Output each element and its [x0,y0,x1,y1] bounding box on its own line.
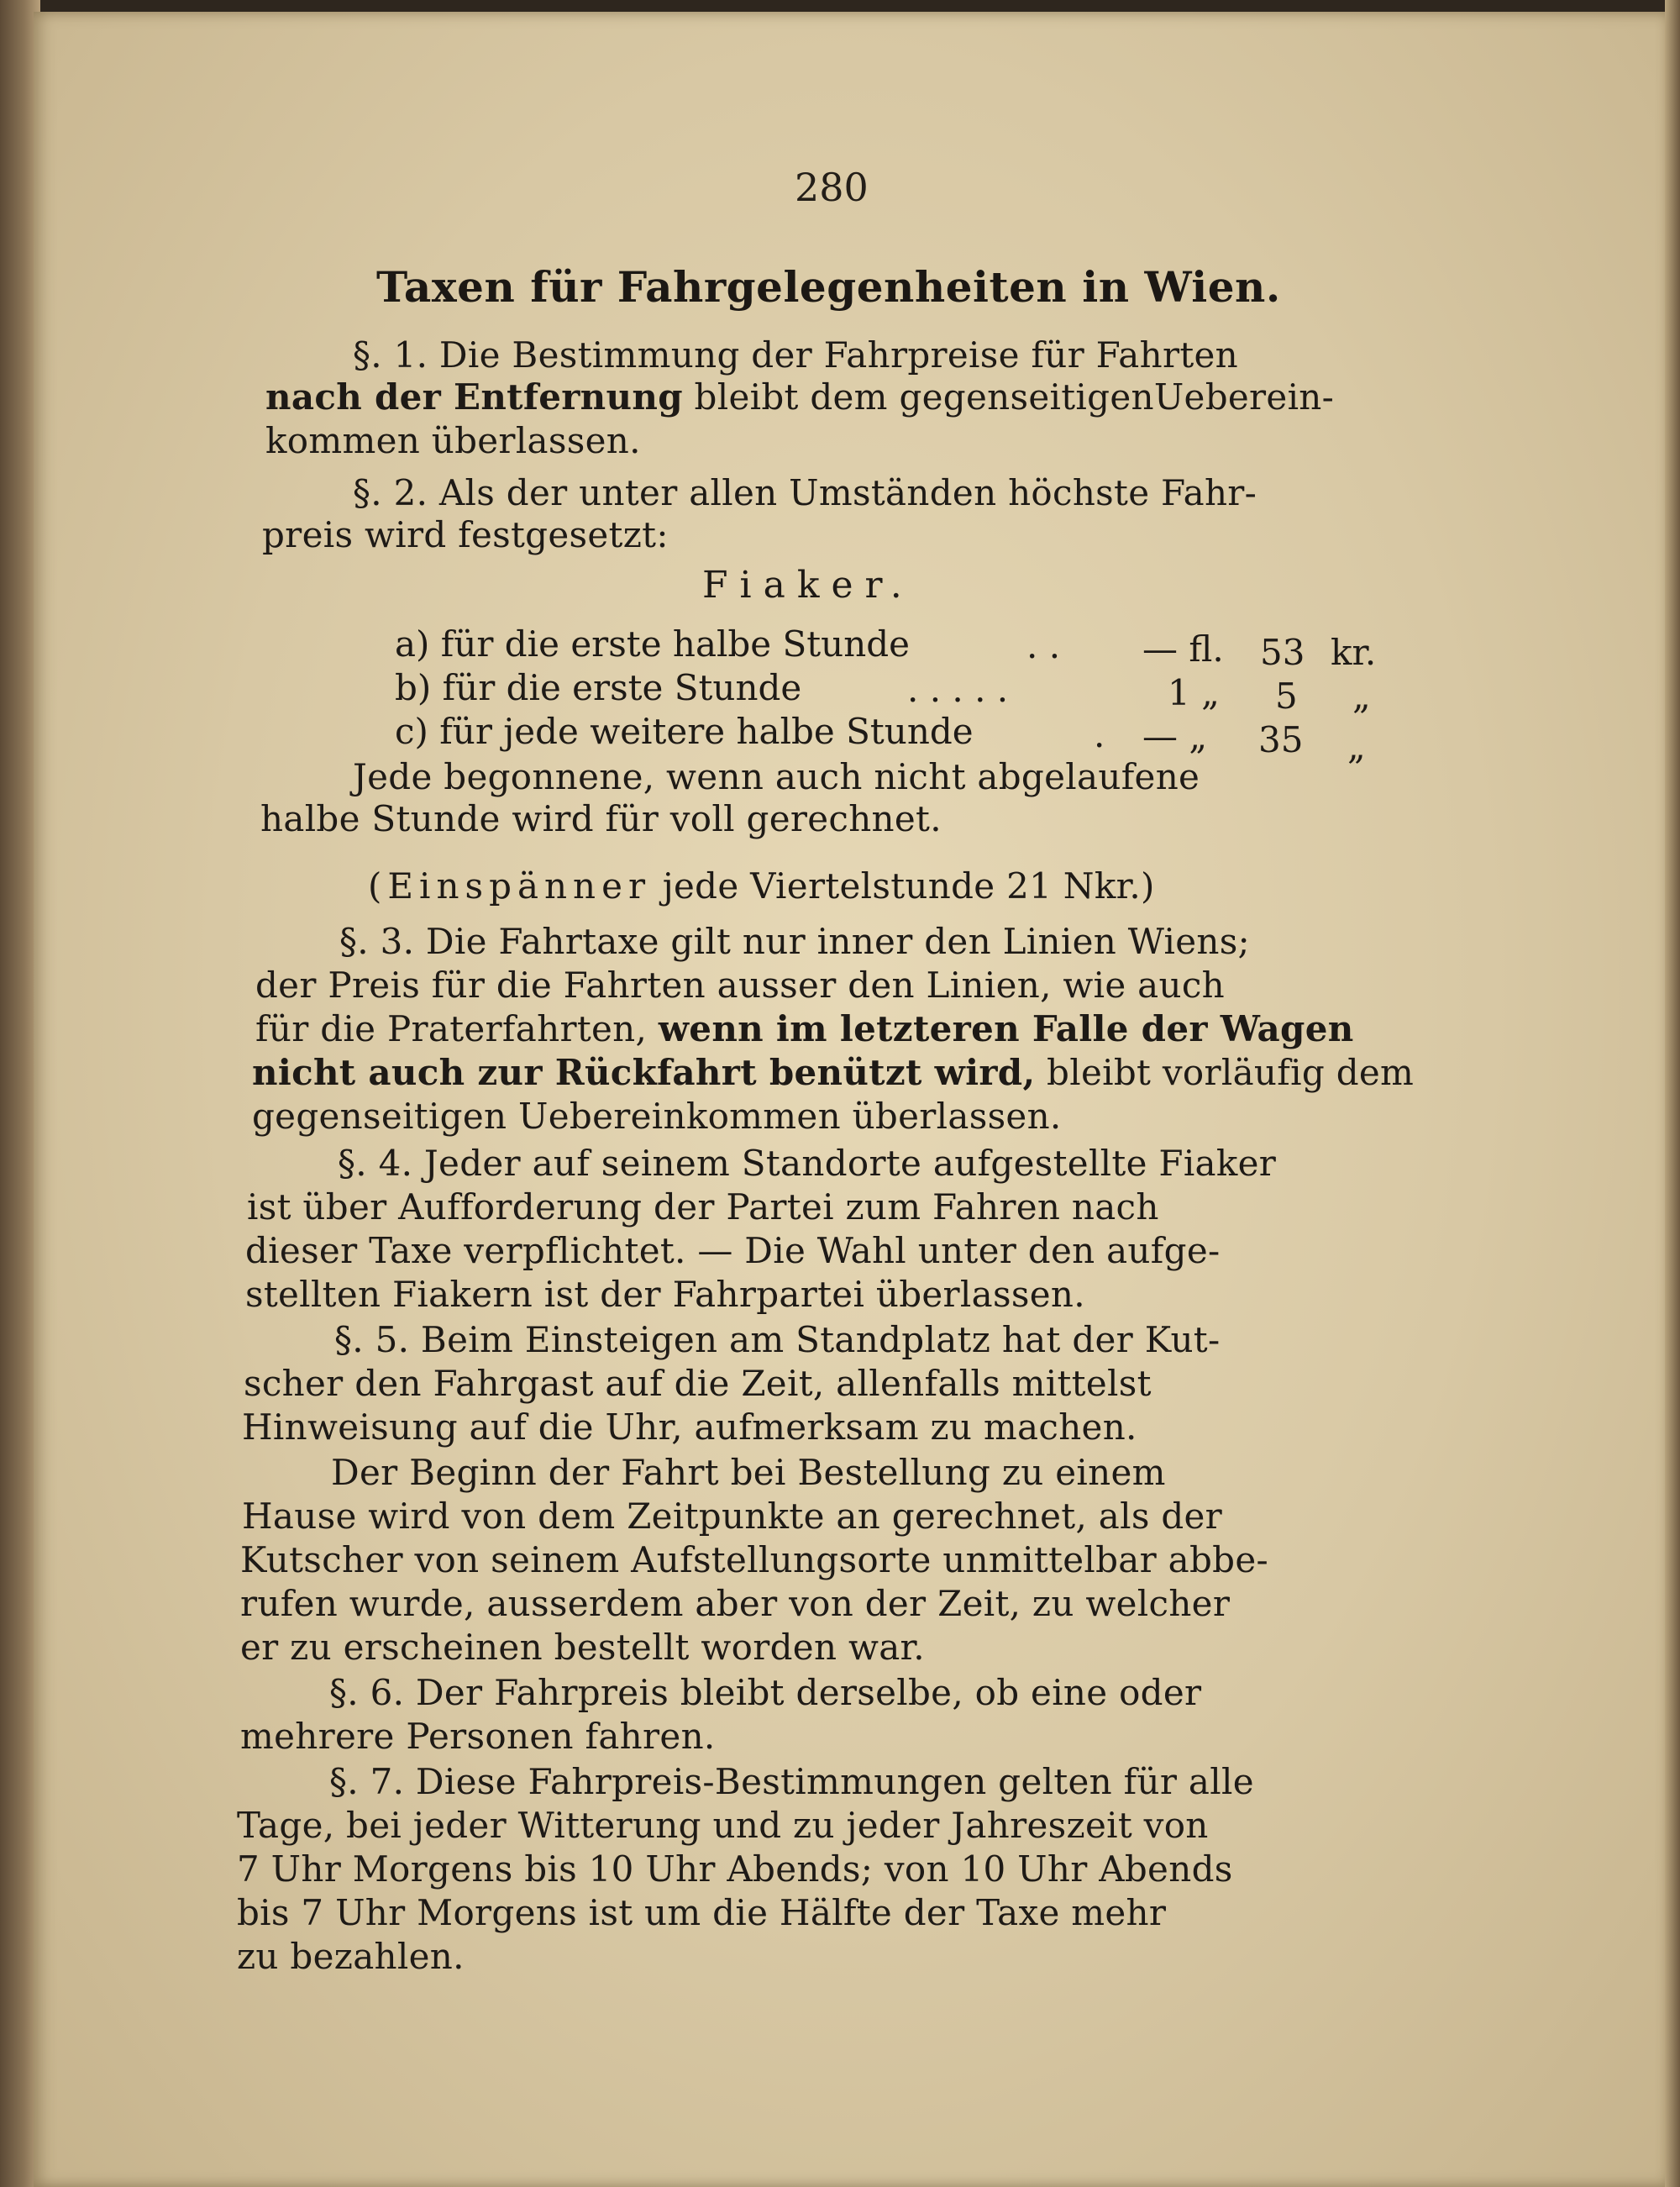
section-1-bold-text: nach der Entfernung [265,376,683,418]
tariff-row-c [395,711,974,752]
section-3-line-3-bold: wenn im letzteren Falle der Wagen [658,1008,1354,1049]
section-5-line-2: scher den Fahrgast auf die Zeit, allenfalls mittelst [244,1363,1152,1404]
section-2-note-1: Jede begonnene, wenn auch nicht abgelaufene [353,756,1200,797]
section-7-line-4: bis 7 Uhr Morgens ist um die Hälfte der Taxe mehr [237,1892,1167,1933]
page-right-edge [1665,0,1680,2187]
tariff-row-b-fl: 1 „ [1168,672,1220,713]
section-1-line-1: §. 1. Die Bestimmung der Fahrpreise für Fahrten [353,334,1239,376]
section-3-line-4 [252,1052,1414,1094]
fiaker-heading: Fiaker. [702,564,914,607]
section-5-line-3: Hinweisung auf die Uhr, aufmerksam zu machen. [242,1406,1137,1448]
section-5-line-8: er zu erscheinen bestellt worden war. [240,1627,925,1668]
einspaenner-spaced: (Einspänner [368,865,652,907]
tariff-row-a-dots: . . [1026,625,1061,666]
section-7-line-5: zu bezahlen. [237,1936,465,1977]
tariff-row-b-label: b) für die erste Stunde [395,667,802,708]
section-5-line-1: §. 5. Beim Einsteigen am Standplatz hat der Kut- [334,1319,1221,1360]
tariff-row-a-kr: 53 [1260,632,1305,673]
tariff-row-c-kr: 35 [1258,719,1304,760]
section-1-line-3: kommen überlassen. [265,420,641,461]
section-2-line-1: §. 2. Als der unter allen Umständen höchste Fahr- [353,472,1257,513]
tariff-row-b-unit: „ [1352,676,1371,717]
tariff-row-b-dots: . . . . . [907,669,1009,710]
section-6-line-1: §. 6. Der Fahrpreis bleibt derselbe, ob eine oder [329,1672,1202,1713]
section-3-line-4-bold: nicht auch zur Rückfahrt benützt wird, [252,1052,1036,1093]
tariff-row-a [395,623,910,665]
section-3-line-4-rest: bleibt vorläufig dem [1035,1052,1415,1093]
section-3-line-3-plain: für die Praterfahrten, [255,1008,659,1049]
section-1-line-2-rest: bleibt dem gegenseitigenUeberein- [682,376,1335,418]
section-4-line-2: ist über Aufforderung der Partei zum Fahren nach [247,1186,1159,1228]
tariff-row-c-label: c) für jede weitere halbe Stunde [395,711,974,752]
section-6-line-2: mehrere Personen fahren. [240,1716,716,1757]
tariff-row-b-kr: 5 [1275,676,1298,717]
page-number: 280 [795,165,869,210]
section-5-line-5: Hause wird von dem Zeitpunkte an gerechnet, als der [242,1496,1223,1537]
page-title: Taxen für Fahrgelegenheiten in Wien. [376,262,1281,312]
einspaenner-line [368,865,1155,907]
tariff-row-a-fl: — fl. [1142,628,1224,670]
section-2-line-2: preis wird festgesetzt: [262,514,669,555]
section-7-line-2: Tage, bei jeder Witterung und zu jeder Jahreszeit von [237,1805,1209,1846]
section-5-line-7: rufen wurde, ausserdem aber von der Zeit, zu welcher [240,1583,1231,1624]
tariff-row-c-fl: — „ [1142,716,1208,757]
section-5-line-6: Kutscher von seinem Aufstellungsorte unmittelbar abbe- [240,1539,1269,1580]
section-5-line-4: Der Beginn der Fahrt bei Bestellung zu einem [331,1452,1166,1493]
section-2-note-2: halbe Stunde wird für voll gerechnet. [260,798,942,839]
section-7-line-1: §. 7. Diese Fahrpreis-Bestimmungen gelten für alle [329,1761,1254,1802]
section-1-line-2 [265,376,1334,418]
section-4-line-3: dieser Taxe verpflichtet. — Die Wahl unter den aufge- [245,1230,1221,1271]
section-4-line-1: §. 4. Jeder auf seinem Standorte aufgestellte Fiaker [338,1143,1277,1184]
tariff-row-c-unit: „ [1347,726,1366,767]
section-3-line-1: §. 3. Die Fahrtaxe gilt nur inner den Linien Wiens; [339,921,1251,962]
section-4-line-4: stellten Fiakern ist der Fahrpartei überlassen. [245,1274,1085,1315]
tariff-row-a-label: a) für die erste halbe Stunde [395,623,910,665]
tariff-row-b [395,667,801,708]
section-3-line-5: gegenseitigen Uebereinkommen überlassen. [252,1096,1062,1137]
section-3-line-3 [255,1008,1354,1050]
section-7-line-3: 7 Uhr Morgens bis 10 Uhr Abends; von 10 Uhr Abends [237,1848,1233,1890]
tariff-row-c-dots: . [1094,714,1105,755]
tariff-row-a-unit: kr. [1331,632,1377,673]
section-3-line-2: der Preis für die Fahrten ausser den Linien, wie auch [255,965,1226,1006]
einspaenner-rest: jede Viertelstunde 21 Nkr.) [651,865,1155,907]
